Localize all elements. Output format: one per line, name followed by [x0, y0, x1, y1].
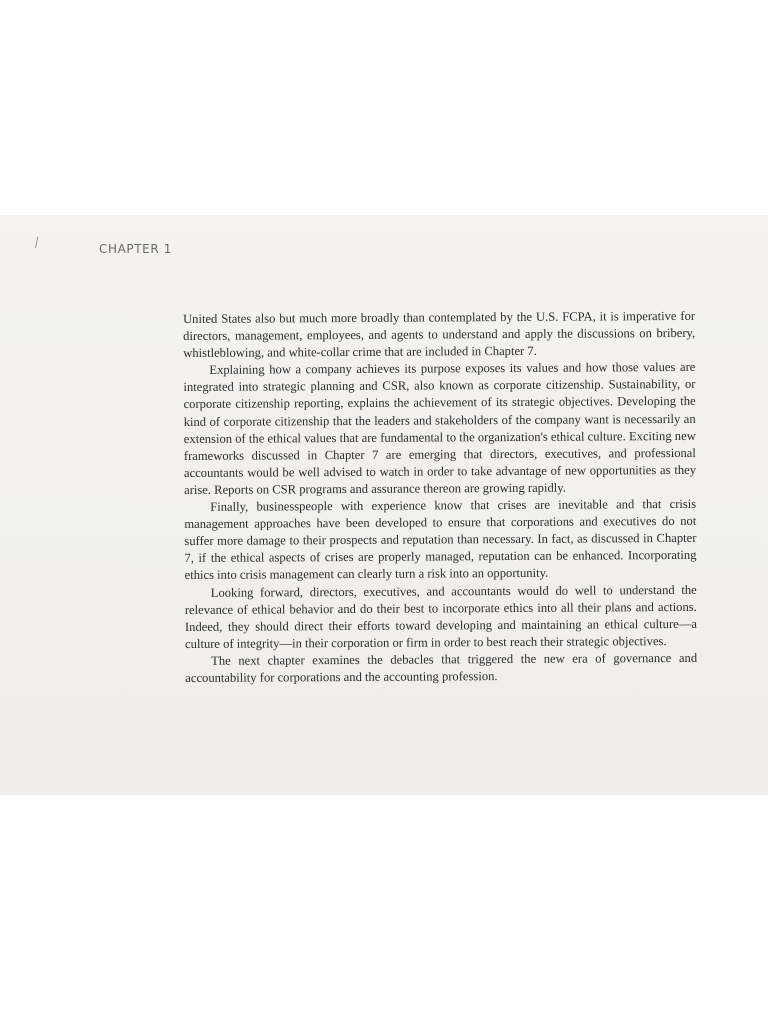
paragraph-1: United States also but much more broadly than contemplated by the U.S. FCPA, it is imperative for directors, management, employees, and agents to understand and apply the discussions on bribery, whistleblowing, and white-collar crime that are included in Chapter 7.: [183, 308, 696, 361]
margin-pen-mark: ⁄: [33, 236, 41, 251]
paragraph-3: Finally, businesspeople with experience know that crises are inevitable and that crisis management approaches have been developed to ensure that corporations and executives do not suffer more damage to their prospects and reputation than necessary. In fact, as discussed in Chapter 7, if the ethical aspects of crises are properly managed, reputation can be enhanced. Incorporating ethics into crisis management can clearly turn a risk into an opportunity.: [184, 496, 697, 583]
paragraph-4: Looking forward, directors, executives, and accountants would do well to understand the relevance of ethical behavior and do their best to incorporate ethics into all their plans and actions. Indeed, they should direct their efforts toward developing and maintaining an ethical culture—a culture of integrity—in their corporation or firm in order to best reach their strategic objectives.: [184, 582, 697, 651]
paragraph-2: Explaining how a company achieves its purpose exposes its values and how those values are integrated into strategic planning and CSR, also known as corporate citizenship. Sustainability, or corporate citizenship reporting, explains the achievement of its strategic objectives. Developing the kind of corporate citizenship that the leaders and stakeholders of the company want is necessarily an extension of the ethical values that are fundamental to the organization's ethical culture. Exciting new frameworks discussed in Chapter 7 are emerging that directors, executives, and professional accountants would be well advised to watch in order to take advantage of new opportunities as they arise. Reports on CSR programs and assurance thereon are growing rapidly.: [183, 360, 697, 497]
body-text: [183, 308, 697, 687]
paragraph-5: The next chapter examines the debacles that triggered the new era of governance and accountability for corporations and the accounting profession.: [185, 650, 698, 685]
chapter-heading: CHAPTER 1: [99, 242, 172, 256]
